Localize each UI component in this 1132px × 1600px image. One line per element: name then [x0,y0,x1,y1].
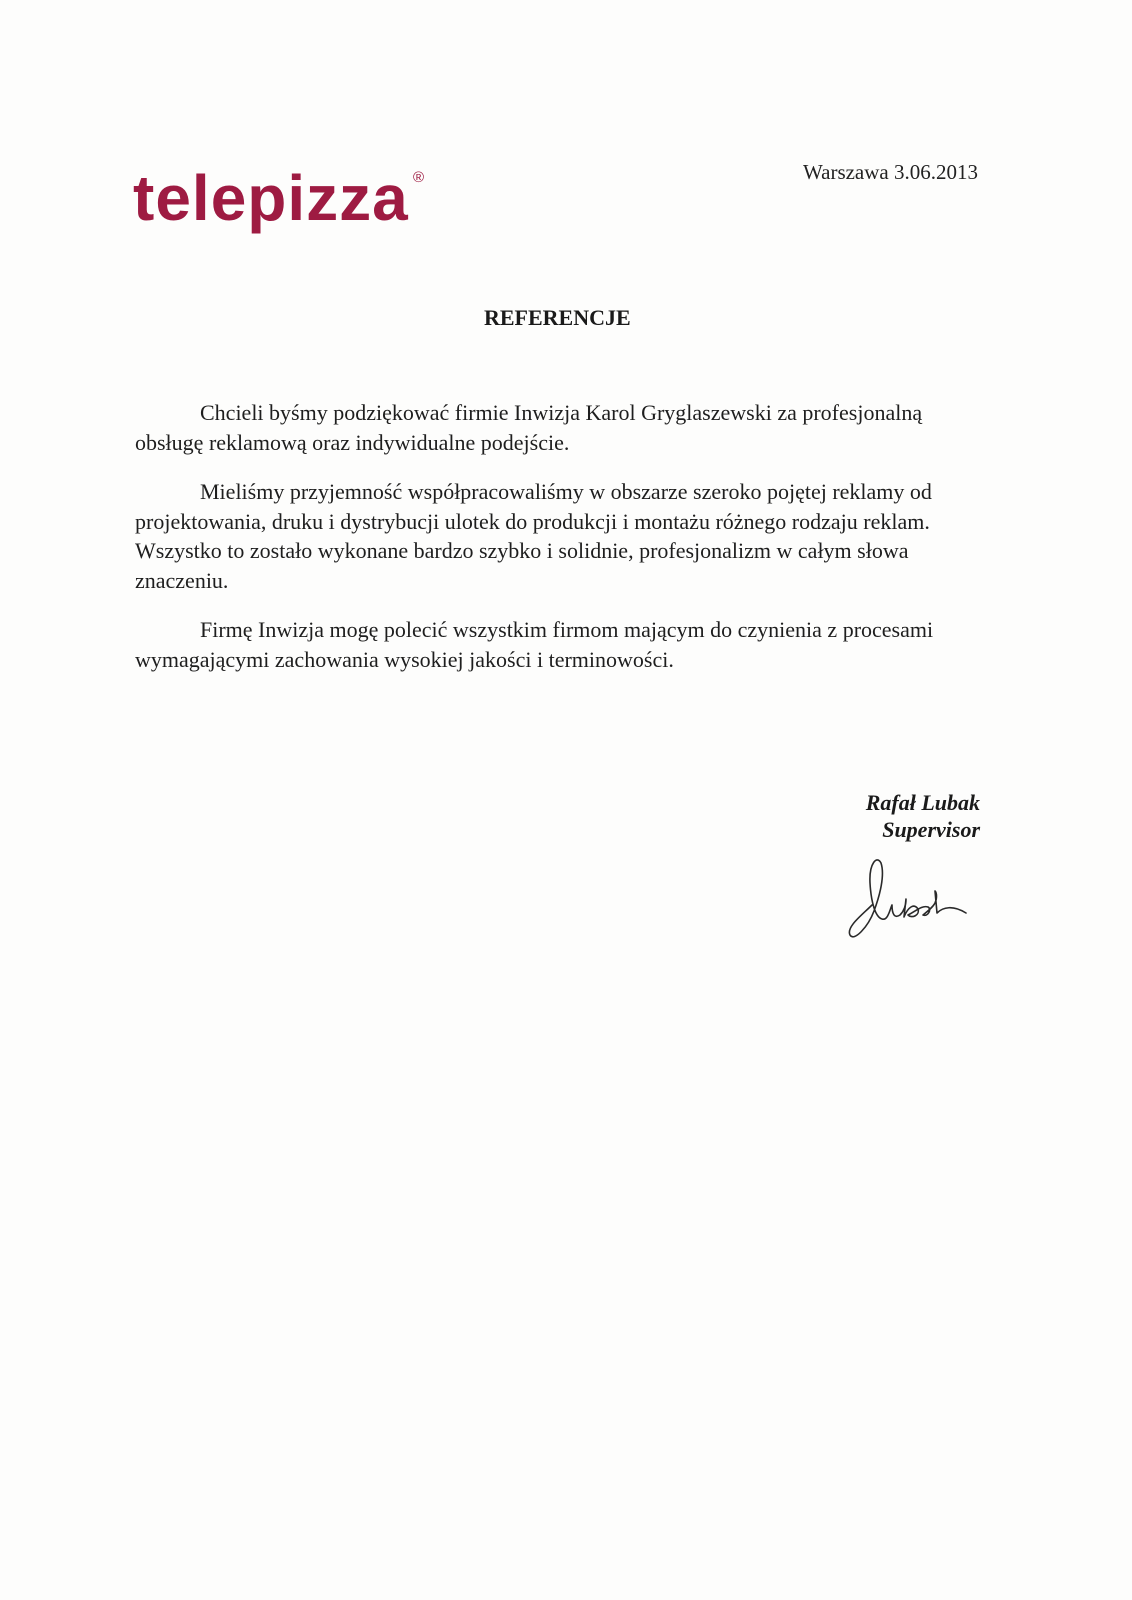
paragraph-line: Mieliśmy przyjemność współpracowaliśmy w obszarze szeroko pojętej reklamy od [200,479,932,504]
paragraph-line: Chcieli byśmy podziękować firmie Inwizja Karol Gryglaszewski za profesjonalną [200,400,923,425]
signatory-role: Supervisor [882,817,980,842]
paragraph-line: Firmę Inwizja mogę polecić wszystkim firmom mającym do czynienia z procesami [200,617,934,642]
registered-mark-icon: ® [413,169,425,186]
signature-block [866,789,980,843]
paragraph-line: projektowania, druku i dystrybucji ulotek do produkcji i montażu różnego rodzaju reklam. [135,508,930,534]
signatory-name: Rafał Lubak [865,790,980,815]
document-title: REFERENCJE [484,305,631,330]
place-and-date: Warszawa 3.06.2013 [802,160,978,184]
telepizza-logo: telepizza [133,162,409,234]
handwritten-signature [842,855,972,945]
paragraph-recommendation [135,615,995,674]
paragraph-line: wymagającymi zachowania wysokiej jakości i terminowości. [135,646,674,672]
paragraph-line: obsługę reklamową oraz indywidualne podejście. [135,429,570,455]
paragraph-line: znaczeniu. [135,567,229,593]
paragraph-thanks [135,398,995,457]
paragraph-cooperation [135,477,995,595]
paragraph-line: Wszystko to zostało wykonane bardzo szybko i solidnie, profesjonalizm w całym słowa [135,538,909,563]
